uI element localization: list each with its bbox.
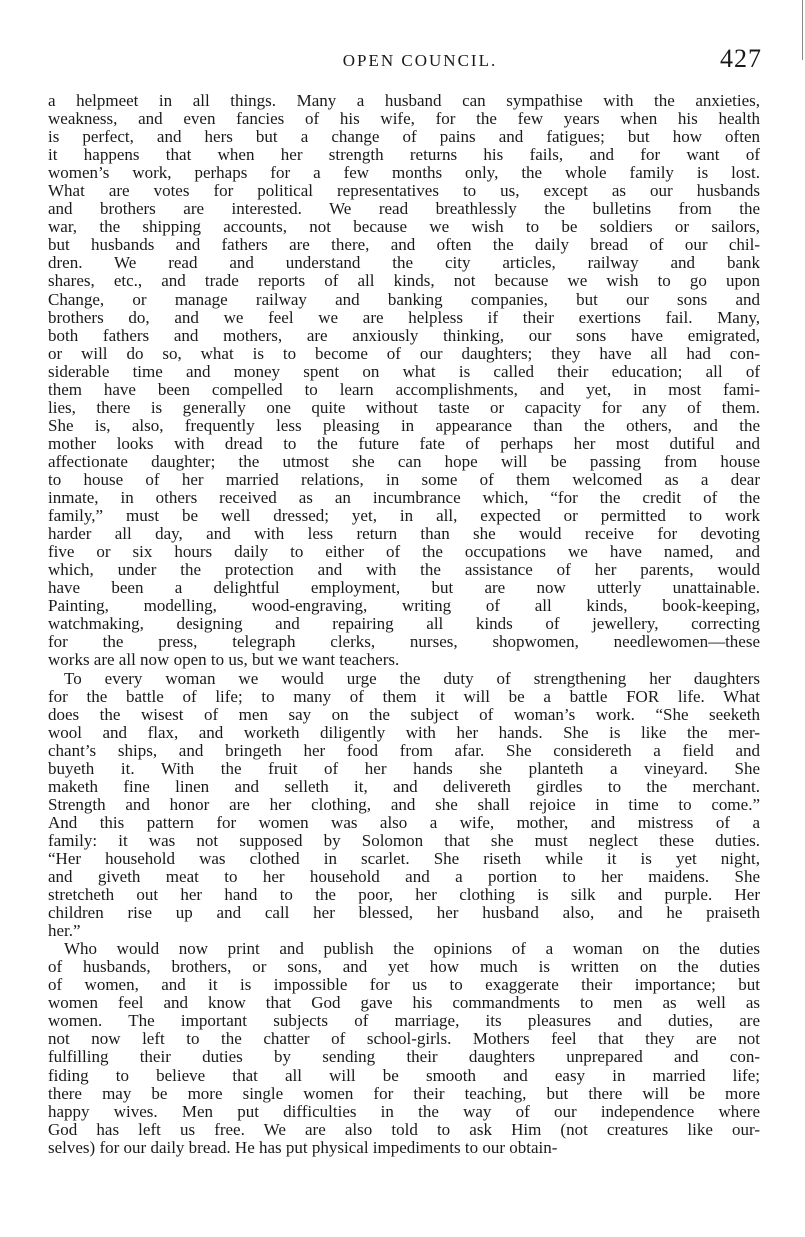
text-line: of women, and it is impossible for us to exaggerate their importance; but xyxy=(48,976,760,995)
text-line: of husbands, brothers, or sons, and yet how much is written on the duties xyxy=(48,958,760,977)
text-line: her.” xyxy=(48,922,81,941)
text-line: And this pattern for women was also a wife, mother, and mistress of a xyxy=(48,813,760,832)
text-line: inmate, in others received as an incumbrance which, “for the credit of the xyxy=(48,489,760,508)
text-line: a helpmeet in all things. Many a husband can sympathise with the anxieties, xyxy=(48,92,760,110)
text-line: fulfilling their duties by sending their daughters unprepared and con- xyxy=(48,1048,760,1067)
text-line: harder all day, and with less return than she would receive for devoting xyxy=(48,525,760,544)
text-line: for the battle of life; to many of them it will be a battle FOR life. What xyxy=(48,687,760,706)
page-number: 427 xyxy=(720,44,762,73)
text-line: it happens that when her strength returns his fails, and for want of xyxy=(48,146,760,165)
text-line: Change, or manage railway and banking companies, but our sons and xyxy=(48,290,760,309)
text-line: weakness, and even fancies of his wife, for the few years when his health xyxy=(48,110,760,129)
text-line: brothers do, and we feel we are helpless if their exertions fail. Many, xyxy=(48,308,760,327)
text-line: women feel and know that God gave his commandments to men as well as xyxy=(48,994,760,1013)
text-line: works are all now open to us, but we want teachers. xyxy=(48,651,400,670)
text-line: siderable time and money spent on what is called their education; all of xyxy=(48,362,760,381)
text-line: does the wisest of men say on the subject of woman’s work. “She seeketh xyxy=(48,705,760,724)
text-line: Painting, modelling, wood-engraving, writing of all kinds, book-keeping, xyxy=(48,597,760,616)
text-line: women’s work, perhaps for a few months only, the whole family is lost. xyxy=(48,164,760,183)
text-line: five or six hours daily to either of the occupations we have named, and xyxy=(48,543,760,562)
text-line: to house of her married relations, in some of them welcomed as a dear xyxy=(48,470,760,489)
text-line: both fathers and mothers, are anxiously thinking, our sons have emigrated, xyxy=(48,326,760,345)
text-line: and giveth meat to her household and a portion to her maidens. She xyxy=(48,868,760,887)
text-line: selves) for our daily bread. He has put physical impediments to our obtain- xyxy=(48,1138,558,1157)
text-line: lies, there is generally one quite without taste or capacity for any of them. xyxy=(48,398,760,417)
page-edge-rule xyxy=(802,0,803,60)
text-line: have been a delightful employment, but are now utterly unattainable. xyxy=(48,579,760,598)
text-line: and brothers are interested. We read breathlessly the bulletins from the xyxy=(48,200,760,219)
text-line: She is, also, frequently less pleasing in appearance than the others, and the xyxy=(48,416,760,435)
text-line: which, under the protection and with the assistance of her parents, would xyxy=(48,561,760,580)
text-line: children rise up and call her blessed, her husband also, and he praiseth xyxy=(48,904,760,923)
text-line: family,” must be well dressed; yet, in all, expected or permitted to work xyxy=(48,507,760,526)
text-line: war, the shipping accounts, not because we wish to be soldiers or sailors, xyxy=(48,218,760,237)
text-line: Who would now print and publish the opinions of a woman on the duties xyxy=(64,940,760,959)
text-line: buyeth it. With the fruit of her hands she planteth a vineyard. She xyxy=(48,759,760,778)
text-line: “Her household was clothed in scarlet. She riseth while it is yet night, xyxy=(48,849,760,868)
text-line: stretcheth out her hand to the poor, her clothing is silk and purple. Her xyxy=(48,886,760,905)
text-line: God has left us free. We are also told to ask Him (not creatures like our- xyxy=(48,1120,760,1139)
running-title: OPEN COUNCIL. xyxy=(342,51,498,70)
running-head xyxy=(48,44,762,74)
text-line: but husbands and fathers are there, and often the daily bread of our chil- xyxy=(48,236,760,255)
text-line: happy wives. Men put difficulties in the way of our independence where xyxy=(48,1102,760,1121)
text-line: them have been compelled to learn accomplishments, and yet, in most fami- xyxy=(48,380,760,399)
text-line: family: it was not supposed by Solomon that she must neglect these duties. xyxy=(48,831,760,850)
text-line: women. The important subjects of marriage, its pleasures and duties, are xyxy=(48,1012,760,1031)
text-line: mother looks with dread to the future fate of perhaps her most dutiful and xyxy=(48,434,760,453)
text-line: dren. We read and understand the city articles, railway and bank xyxy=(48,254,760,273)
body-text xyxy=(48,92,760,1157)
text-line: or will do so, what is to become of our daughters; they have all had con- xyxy=(48,344,760,363)
text-line: What are votes for political representatives to us, except as our husbands xyxy=(48,182,760,201)
text-line: Strength and honor are her clothing, and she shall rejoice in time to come.” xyxy=(48,795,760,814)
text-line: To every woman we would urge the duty of strengthening her daughters xyxy=(64,669,760,688)
text-line: fiding to believe that all will be smooth and easy in married life; xyxy=(48,1066,760,1085)
text-line: maketh fine linen and selleth it, and delivereth girdles to the merchant. xyxy=(48,777,760,796)
text-line: is perfect, and hers but a change of pains and fatigues; but how often xyxy=(48,128,760,147)
text-line: watchmaking, designing and repairing all kinds of jewellery, correcting xyxy=(48,615,760,634)
text-line: wool and flax, and worketh diligently with her hands. She is like the mer- xyxy=(48,723,760,742)
text-line: there may be more single women for their teaching, but there will be more xyxy=(48,1084,760,1103)
text-line: affectionate daughter; the utmost she can hope will be passing from house xyxy=(48,452,760,471)
text-line: chant’s ships, and bringeth her food from afar. She considereth a field and xyxy=(48,741,760,760)
text-line: not now left to the chatter of school-girls. Mothers feel that they are not xyxy=(48,1030,760,1049)
text-line: shares, etc., and trade reports of all kinds, not because we wish to go upon xyxy=(48,272,760,291)
text-line: for the press, telegraph clerks, nurses, shopwomen, needlewomen—these xyxy=(48,633,760,652)
